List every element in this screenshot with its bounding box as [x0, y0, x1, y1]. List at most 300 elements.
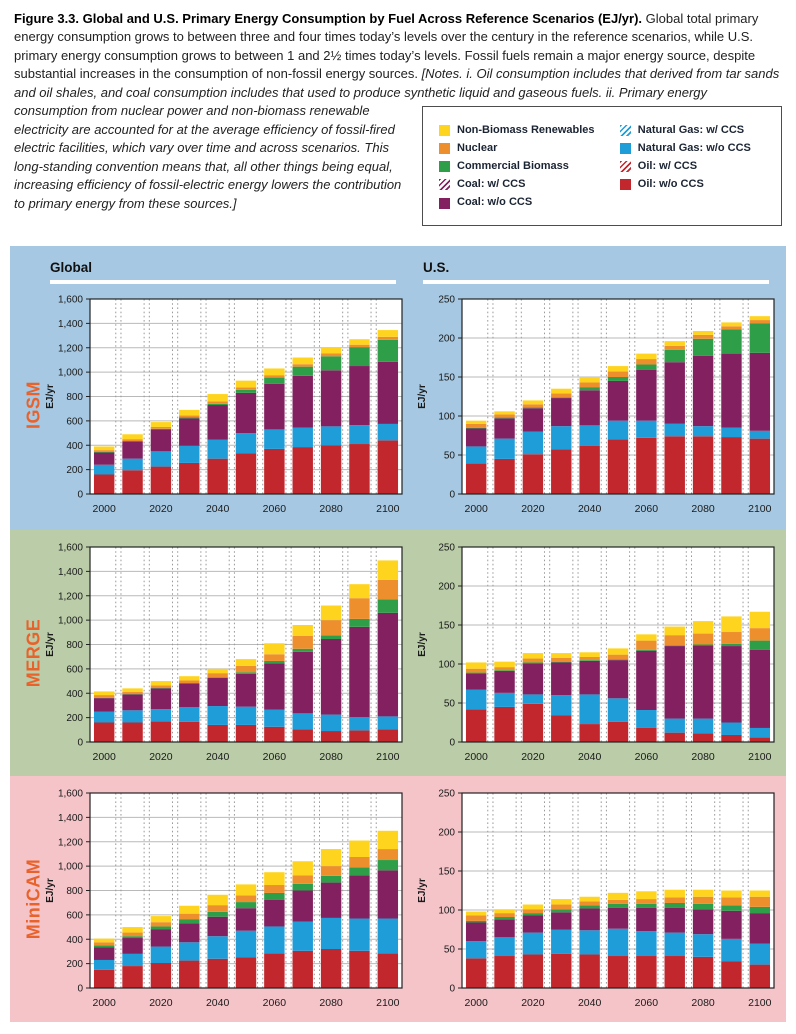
bar-segment — [151, 946, 171, 962]
bar-segment — [349, 730, 369, 742]
bar-segment — [466, 958, 486, 988]
bar-segment — [551, 389, 571, 394]
bar-segment — [122, 434, 142, 439]
bar-segment — [179, 417, 199, 418]
bar-segment — [236, 674, 256, 707]
x-tick-label: 2040 — [578, 503, 602, 515]
column-header-us — [423, 260, 776, 284]
bar-segment — [122, 441, 142, 442]
bar-segment — [721, 326, 741, 329]
bar-segment — [94, 446, 114, 450]
y-tick-label: 0 — [449, 737, 455, 748]
y-tick-label: 0 — [77, 489, 83, 500]
bar-segment — [179, 707, 199, 722]
y-tick-label: 250 — [438, 788, 455, 799]
charts-row-igsm — [10, 292, 786, 530]
y-tick-label: 200 — [438, 827, 455, 838]
bar-segment — [579, 897, 599, 902]
chart-merge-us — [410, 540, 782, 768]
y-tick-label: 200 — [438, 333, 455, 344]
y-tick-label: 400 — [66, 689, 83, 700]
y-axis-title: EJ/yr — [45, 632, 56, 657]
bar-segment — [693, 897, 713, 904]
x-tick-label: 2100 — [748, 997, 772, 1009]
bar-segment — [349, 627, 369, 717]
y-tick-label: 50 — [444, 450, 456, 461]
bar-segment — [151, 926, 171, 929]
y-tick-label: 100 — [438, 905, 455, 916]
bar-segment — [466, 690, 486, 710]
swatch-icon — [439, 198, 450, 209]
bar-segment — [721, 939, 741, 962]
bar-segment — [551, 695, 571, 715]
bar-segment — [151, 681, 171, 685]
y-tick-label: 150 — [438, 866, 455, 877]
bar-segment — [94, 945, 114, 947]
bar-segment — [636, 728, 656, 742]
x-tick-label: 2080 — [319, 503, 343, 515]
bar-segment — [378, 729, 398, 742]
x-tick-label: 2080 — [691, 503, 715, 515]
bar-segment — [750, 320, 770, 323]
band-merge — [10, 530, 786, 776]
bar-segment — [349, 347, 369, 366]
bar-segment — [636, 956, 656, 988]
bar-segment — [94, 465, 114, 475]
bar-segment — [293, 951, 313, 988]
x-tick-label: 2040 — [578, 751, 602, 763]
bar-segment — [608, 929, 628, 956]
bar-segment — [721, 646, 741, 722]
bar-segment — [378, 337, 398, 340]
chart-merge-global — [38, 540, 410, 768]
bar-segment — [466, 709, 486, 742]
bar-segment — [94, 960, 114, 970]
bar-segment — [494, 417, 514, 418]
figure-notes-part2: power and non-biomass renewable electricity are accounted for at the average efficiency of fossil-fired electric facilities, which vary over time and across scenarios. This long-standing convention means that, all other things being equal, increasing efficiency of fossil-electric energy lowers the contribution to primary energy from these sources.] — [14, 103, 401, 210]
bar-segment — [207, 706, 227, 725]
bar-segment — [264, 872, 284, 885]
bar-segment — [349, 867, 369, 875]
swatch-icon — [439, 143, 450, 154]
bar-segment — [721, 322, 741, 326]
bar-segment — [551, 426, 571, 449]
bar-segment — [665, 362, 685, 424]
bar-segment — [693, 436, 713, 494]
bar-segment — [94, 698, 114, 711]
bar-segment — [293, 890, 313, 921]
bar-segment — [122, 927, 142, 932]
bar-segment — [523, 915, 543, 932]
bar-segment — [466, 420, 486, 423]
x-tick-label: 2040 — [206, 503, 230, 515]
bar-segment — [321, 882, 341, 917]
bar-segment — [721, 911, 741, 939]
legend-item — [620, 159, 773, 175]
bar-segment — [608, 698, 628, 721]
legend-item — [439, 123, 620, 139]
bar-segment — [721, 616, 741, 632]
y-tick-label: 1,600 — [58, 788, 83, 799]
bar-segment — [466, 463, 486, 493]
bar-segment — [636, 907, 656, 930]
x-tick-label: 2060 — [635, 751, 659, 763]
bar-segment — [551, 653, 571, 658]
bar-segment — [665, 956, 685, 988]
bar-segment — [179, 446, 199, 463]
bar-segment — [494, 418, 514, 438]
bar-segment — [122, 938, 142, 954]
bar-segment — [179, 942, 199, 960]
bar-segment — [608, 904, 628, 908]
bar-segment — [378, 440, 398, 494]
bar-segment — [608, 907, 628, 928]
bar-segment — [179, 463, 199, 494]
bar-segment — [636, 420, 656, 437]
bar-segment — [236, 433, 256, 453]
x-tick-label: 2000 — [465, 503, 489, 515]
row-label-merge: MERGE — [24, 619, 45, 688]
x-tick-label: 2000 — [93, 997, 117, 1009]
bar-segment — [179, 960, 199, 987]
y-axis — [438, 788, 462, 994]
bar-segment — [378, 560, 398, 580]
x-tick-label: 2020 — [521, 751, 545, 763]
swatch-icon — [620, 143, 631, 154]
legend-item-label: Oil: w/o CCS — [638, 177, 704, 193]
bar-segment — [122, 954, 142, 966]
bar-segment — [207, 678, 227, 706]
bar-segment — [179, 415, 199, 417]
bar-segment — [750, 913, 770, 943]
legend-item — [439, 159, 620, 175]
bar-segment — [608, 366, 628, 371]
y-tick-label: 0 — [449, 489, 455, 500]
bar-segment — [151, 721, 171, 742]
x-tick-label: 2040 — [578, 997, 602, 1009]
bar-segment — [523, 704, 543, 742]
bar-segment — [94, 722, 114, 742]
bar-segment — [466, 921, 486, 923]
bar-segment — [321, 605, 341, 620]
bar-segment — [494, 693, 514, 707]
bar-segment — [579, 905, 599, 908]
bar-segment — [693, 644, 713, 645]
bar-segment — [264, 893, 284, 900]
bar-segment — [750, 323, 770, 353]
bar-segment — [179, 913, 199, 918]
bar-segment — [179, 680, 199, 683]
bar-segment — [349, 584, 369, 598]
legend-item-label: Commercial Biomass — [457, 159, 569, 175]
x-tick-label: 2100 — [748, 751, 772, 763]
legend-item-label: Nuclear — [457, 141, 497, 157]
y-tick-label: 1,600 — [58, 542, 83, 553]
bar-segment — [750, 316, 770, 320]
bar-segment — [321, 849, 341, 866]
x-tick-label: 2080 — [319, 751, 343, 763]
bar-segment — [693, 335, 713, 339]
y-tick-label: 1,000 — [58, 861, 83, 872]
bar-segment — [579, 660, 599, 661]
y-tick-label: 1,400 — [58, 567, 83, 578]
bar-segment — [494, 670, 514, 671]
bar-segment — [94, 474, 114, 494]
bar-segment — [122, 722, 142, 742]
column-header-underline — [50, 280, 396, 284]
bar-segment — [551, 912, 571, 929]
y-tick-label: 200 — [438, 581, 455, 592]
y-tick-label: 800 — [66, 392, 83, 403]
bar-segment — [122, 710, 142, 722]
bar-segment — [151, 427, 171, 429]
bar-segment — [636, 438, 656, 494]
bar-segment — [122, 688, 142, 692]
legend-item — [620, 141, 773, 157]
bar-segment — [94, 947, 114, 960]
bar-segment — [207, 401, 227, 403]
bar-segment — [608, 381, 628, 421]
figure-caption — [14, 10, 782, 232]
row-label-igsm: IGSM — [24, 381, 45, 429]
bar-segment — [236, 884, 256, 895]
bar-segment — [579, 657, 599, 660]
bar-segment — [94, 970, 114, 988]
stacked-bar-chart — [40, 786, 408, 1014]
y-tick-label: 1,000 — [58, 615, 83, 626]
bar-segment — [579, 954, 599, 988]
y-axis-title: EJ/yr — [417, 384, 428, 409]
bar-segment — [523, 404, 543, 407]
bar-segment — [665, 907, 685, 932]
bar-segment — [579, 387, 599, 390]
legend-item — [439, 177, 620, 193]
figure-notes-part1: [Notes. i. Oil consumption includes that derived from tar sands and oil shales, and coal consumption includes that used to produce synthetic liquid and gaseous fuels. ii. Primary energy consumption from nuclear — [14, 66, 779, 118]
x-tick-label: 2060 — [263, 751, 287, 763]
bar-segment — [636, 640, 656, 649]
stacked-bar-chart — [40, 540, 408, 768]
bar-segment — [494, 438, 514, 458]
bar-segment — [693, 426, 713, 436]
y-axis — [58, 294, 90, 500]
bar-segment — [750, 890, 770, 896]
bar-segment — [636, 370, 656, 421]
bar-segment — [264, 661, 284, 663]
bar-segment — [179, 722, 199, 742]
y-axis — [438, 542, 462, 748]
bar-segment — [264, 727, 284, 742]
bar-segment — [151, 929, 171, 946]
bar-segment — [665, 436, 685, 494]
row-label-minicam: MiniCAM — [24, 859, 45, 939]
bar-segment — [236, 659, 256, 666]
y-tick-label: 200 — [66, 465, 83, 476]
bar-segment — [236, 666, 256, 672]
x-tick-label: 2020 — [521, 503, 545, 515]
bar-segment — [236, 380, 256, 387]
bar-segment — [236, 672, 256, 673]
bar-segment — [236, 902, 256, 908]
legend-item — [439, 141, 620, 157]
x-tick-label: 2080 — [691, 751, 715, 763]
bar-segment — [494, 414, 514, 417]
bar-segment — [750, 728, 770, 737]
bar-segment — [321, 620, 341, 635]
bar-segment — [608, 439, 628, 494]
bar-segment — [122, 439, 142, 441]
x-axis — [465, 997, 772, 1009]
bar-segment — [579, 661, 599, 695]
chart-igsm-global — [38, 292, 410, 520]
bar-segment — [293, 861, 313, 875]
bar-segment — [636, 634, 656, 640]
bar-segment — [378, 580, 398, 600]
bar-segment — [579, 694, 599, 724]
bar-segment — [721, 644, 741, 646]
bar-segment — [523, 694, 543, 703]
bar-segment — [349, 425, 369, 444]
bar-segment — [608, 722, 628, 742]
bar-segment — [494, 671, 514, 693]
x-tick-label: 2080 — [319, 997, 343, 1009]
bar-segment — [466, 915, 486, 920]
bar-segment — [321, 356, 341, 370]
column-header-global — [50, 260, 403, 284]
bar-segment — [693, 356, 713, 426]
y-tick-label: 150 — [438, 372, 455, 383]
bar-segment — [608, 654, 628, 659]
bar-segment — [721, 722, 741, 734]
bar-segment — [523, 663, 543, 694]
y-tick-label: 0 — [77, 737, 83, 748]
bar-segment — [494, 909, 514, 913]
bar-segment — [750, 628, 770, 640]
bar-segment — [636, 359, 656, 364]
y-tick-label: 800 — [66, 886, 83, 897]
bar-segment — [293, 875, 313, 884]
x-tick-label: 2060 — [263, 503, 287, 515]
legend-column-left — [439, 120, 620, 213]
bar-segment — [207, 669, 227, 673]
stacked-bar-chart — [412, 786, 780, 1014]
bar-segment — [321, 866, 341, 876]
bar-segment — [378, 599, 398, 612]
band-igsm — [10, 246, 786, 530]
x-tick-label: 2100 — [376, 503, 400, 515]
bar-segment — [693, 645, 713, 718]
bar-segment — [551, 398, 571, 426]
bar-segment — [466, 941, 486, 958]
bar-segment — [264, 375, 284, 377]
bar-segment — [207, 905, 227, 912]
bar-segment — [378, 831, 398, 849]
bar-segment — [94, 452, 114, 464]
column-header-global-label: Global — [50, 260, 92, 275]
bar-segment — [721, 890, 741, 897]
bar-segment — [378, 953, 398, 988]
bar-segment — [378, 362, 398, 424]
bar-segment — [494, 956, 514, 988]
bar-segment — [349, 857, 369, 867]
hatched-swatch-icon — [620, 125, 631, 136]
bar-segment — [579, 382, 599, 387]
figure-description: Global total primary energy consumption grows to between three and four times today’s levels over the century in the reference scenarios, while U.S. primary energy consumption grows to between 1 and 2½ times today’s levels. Fossil fuels remain a major energy source, despite substantial increases in the consumption of non-fossil energy sources. — [14, 11, 758, 81]
bar-segment — [321, 918, 341, 949]
bar-segment — [151, 916, 171, 922]
x-tick-label: 2020 — [521, 997, 545, 1009]
y-tick-label: 0 — [449, 983, 455, 994]
bar-segment — [466, 428, 486, 446]
bar-segment — [693, 331, 713, 335]
bar-segment — [551, 715, 571, 742]
bar-segment — [494, 917, 514, 919]
x-axis — [93, 997, 400, 1009]
bar-segment — [321, 876, 341, 883]
bar-segment — [665, 635, 685, 645]
bar-segment — [523, 662, 543, 663]
bar-segment — [523, 904, 543, 909]
bar-segment — [665, 645, 685, 646]
bar-segment — [349, 918, 369, 950]
bar-segment — [466, 673, 486, 689]
bar-segment — [608, 420, 628, 439]
bar-segment — [207, 959, 227, 988]
bar-segment — [179, 923, 199, 942]
x-tick-label: 2000 — [465, 997, 489, 1009]
bar-segment — [721, 437, 741, 494]
y-tick-label: 1,200 — [58, 591, 83, 602]
bar-segment — [551, 904, 571, 909]
bar-segment — [349, 840, 369, 856]
bar-segment — [636, 904, 656, 908]
bar-segment — [466, 672, 486, 673]
bar-segment — [264, 953, 284, 988]
x-tick-label: 2040 — [206, 751, 230, 763]
y-tick-label: 600 — [66, 910, 83, 921]
column-headers — [10, 246, 786, 292]
bar-segment — [207, 936, 227, 959]
bar-segment — [579, 652, 599, 657]
swatch-icon — [439, 161, 450, 172]
bar-segment — [523, 909, 543, 913]
bar-segment — [264, 449, 284, 494]
bar-segment — [665, 341, 685, 346]
bar-segment — [349, 951, 369, 988]
figure-title: Figure 3.3. Global and U.S. Primary Energy Consumption by Fuel Across Reference Scenarios (EJ/yr). — [14, 11, 642, 26]
bar-segment — [207, 912, 227, 917]
bar-segment — [122, 458, 142, 470]
legend-item-label: Natural Gas: w/ CCS — [638, 123, 744, 139]
bar-segment — [665, 718, 685, 732]
bar-segment — [579, 377, 599, 382]
bar-segment — [665, 350, 685, 362]
x-tick-label: 2020 — [149, 503, 173, 515]
x-tick-label: 2000 — [465, 751, 489, 763]
bar-segment — [579, 724, 599, 742]
bar-segment — [494, 707, 514, 742]
bar-segment — [264, 377, 284, 383]
bar-segment — [293, 652, 313, 714]
bar-segment — [636, 931, 656, 956]
bar-segment — [693, 733, 713, 742]
bar-segment — [608, 659, 628, 660]
y-tick-label: 50 — [444, 698, 456, 709]
bar-segment — [523, 431, 543, 454]
bar-segment — [750, 612, 770, 628]
x-tick-label: 2100 — [376, 751, 400, 763]
bar-segment — [523, 454, 543, 494]
bar-segment — [693, 957, 713, 988]
